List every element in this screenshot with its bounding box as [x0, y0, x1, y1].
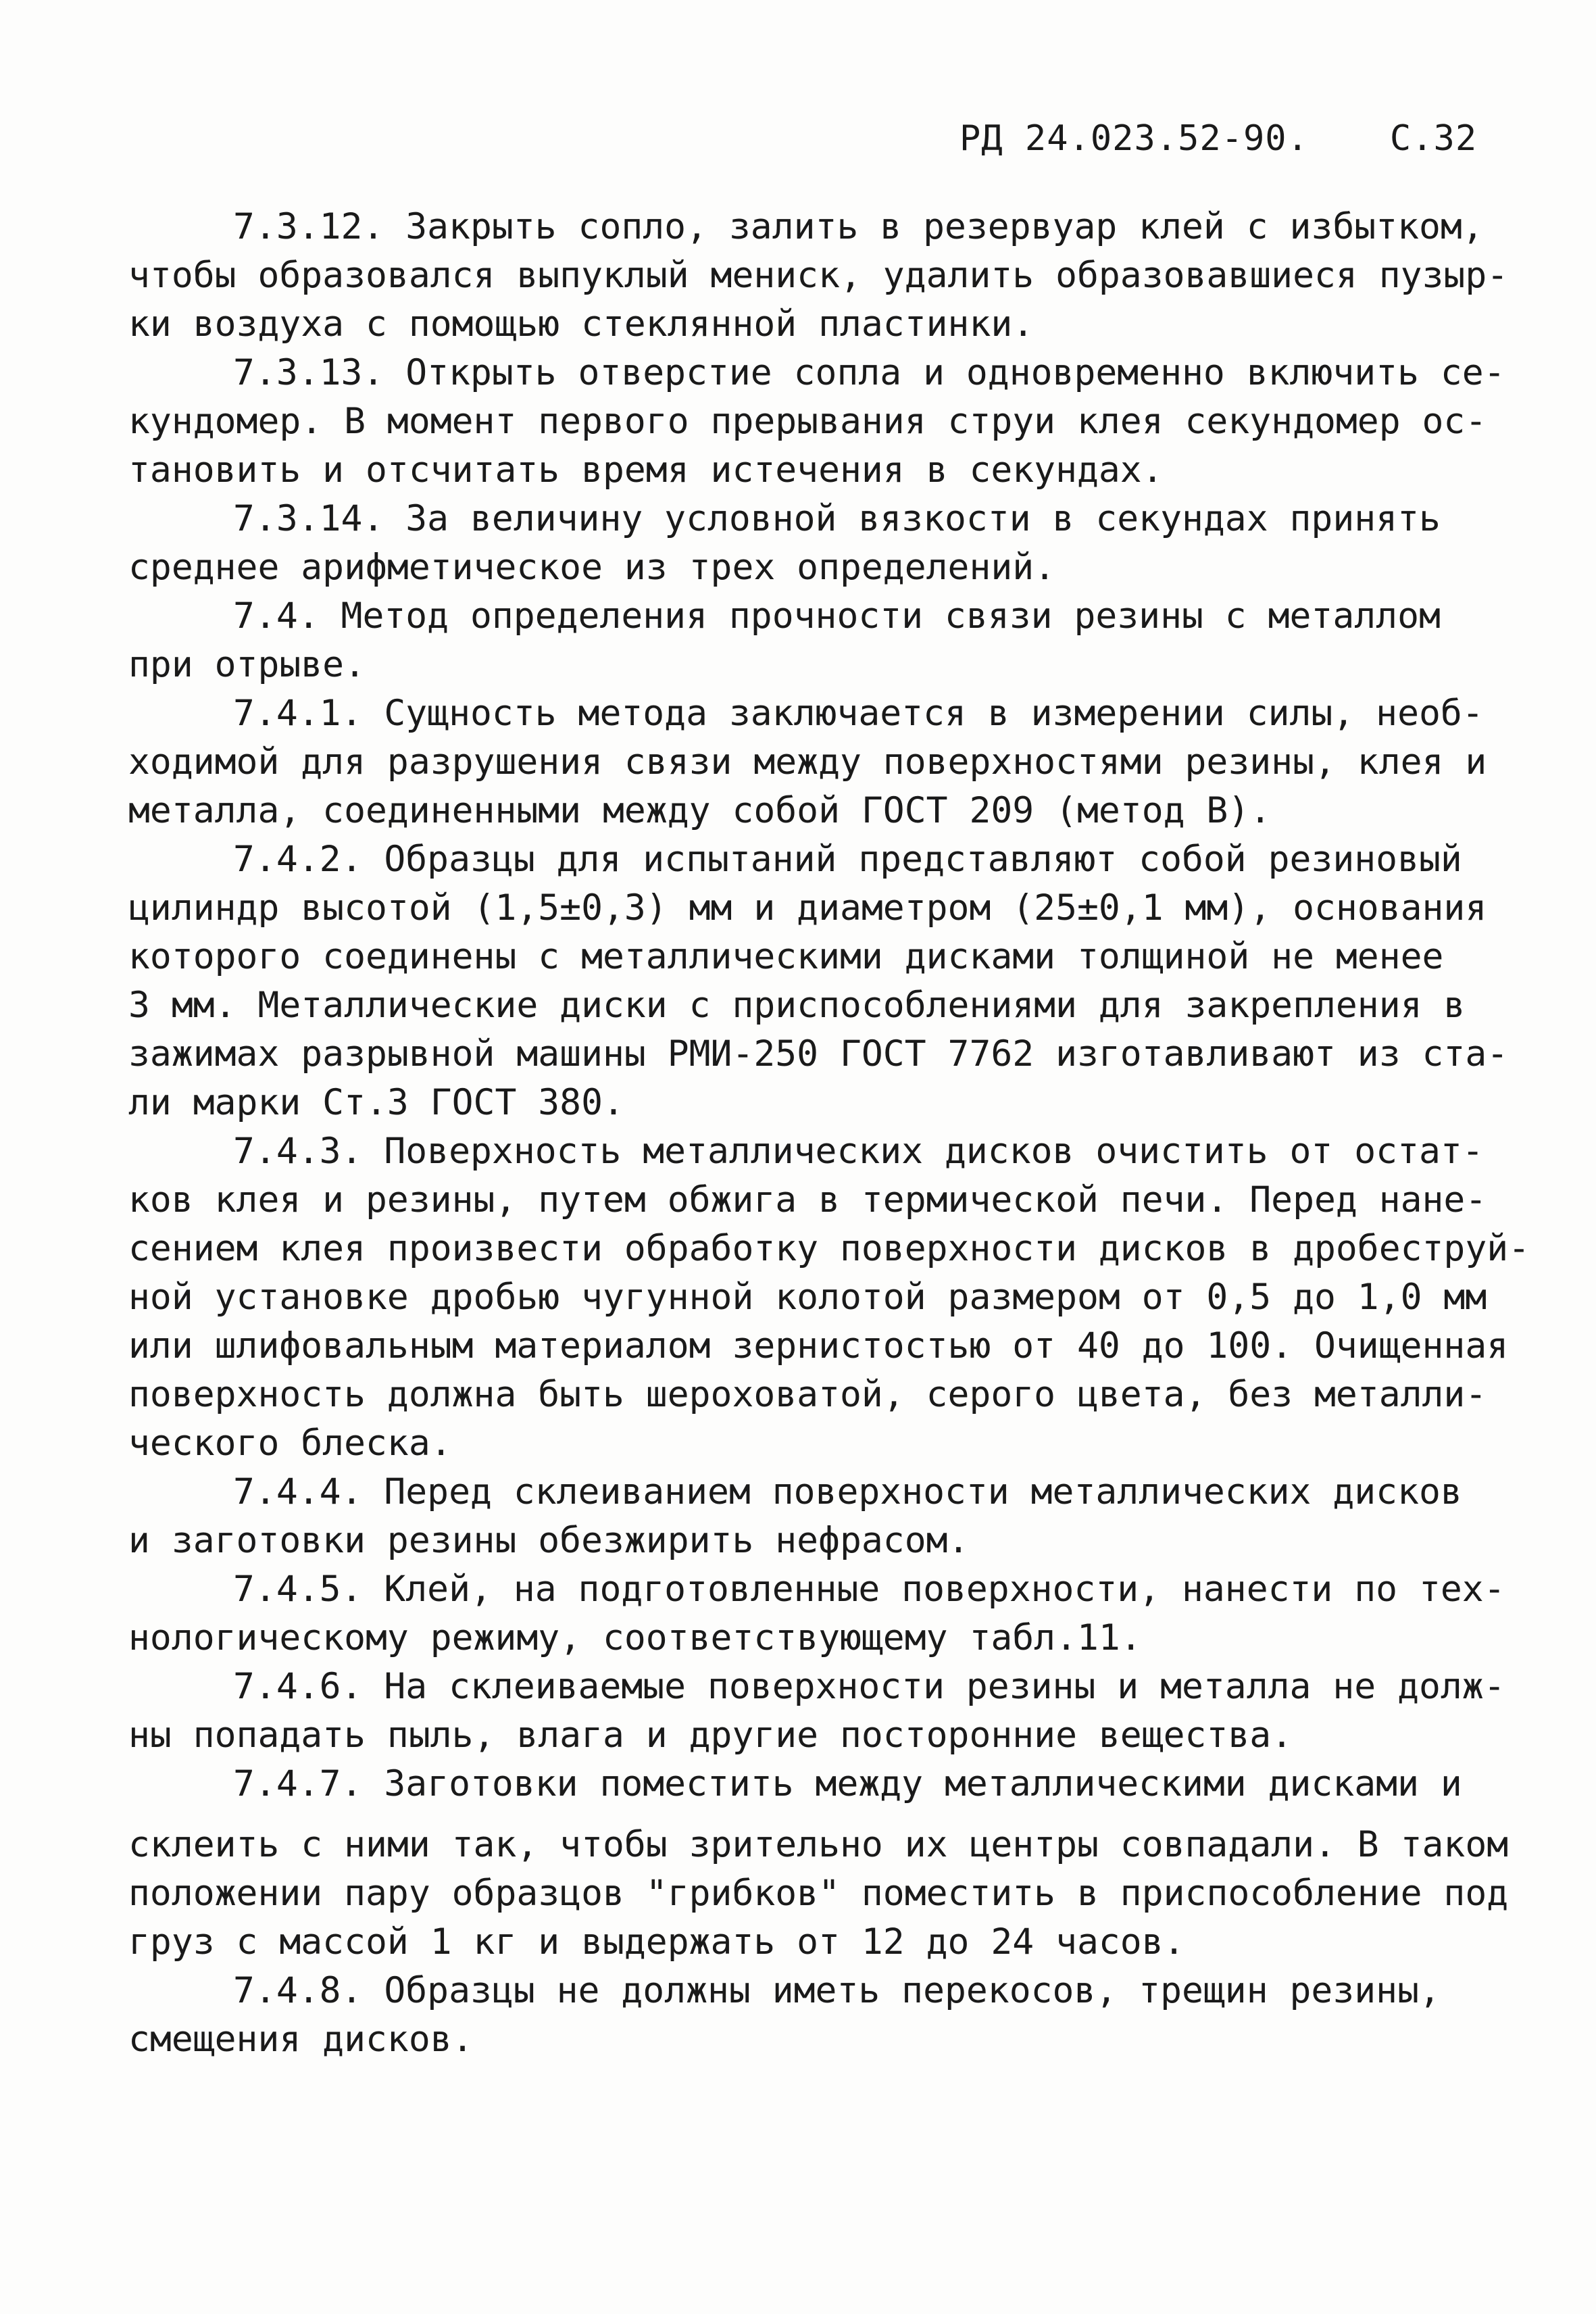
text-line: цилиндр высотой (1,5±0,3) мм и диаметром (25±0,1 мм), основания — [128, 887, 1487, 929]
text-line: смещения дисков. — [128, 2019, 474, 2060]
text-line: 7.4.5. Клей, на подготовленные поверхности, нанести по тех- — [233, 1569, 1505, 1610]
page-number: С.32 — [1389, 118, 1478, 159]
text-line: тановить и отсчитать время истечения в секундах. — [128, 449, 1164, 491]
text-line: ходимой для разрушения связи между поверхностями резины, клея и — [128, 741, 1487, 783]
paragraph-7-4-3 — [128, 1127, 1530, 1468]
text-line: 7.4.8. Образцы не должны иметь перекосов, трещин резины, — [233, 1970, 1441, 2011]
text-line: 7.3.14. За величину условной вязкости в секундах принять — [233, 498, 1441, 539]
section-heading-7-4 — [128, 592, 1493, 689]
paragraph-7-4-8 — [128, 1967, 1493, 2064]
text-line: которого соединены с металлическими дисками толщиной не менее — [128, 936, 1444, 977]
text-line: металла, соединенными между собой ГОСТ 209 (метод В). — [128, 790, 1272, 831]
paragraph-7-3-13 — [128, 349, 1505, 495]
page-header — [959, 118, 1477, 159]
text-line: 7.4.4. Перед склеиванием поверхности металлических дисков — [233, 1471, 1462, 1512]
paragraph-7-4-4 — [128, 1468, 1493, 1565]
text-line: ны попадать пыль, влага и другие посторонние вещества. — [128, 1715, 1293, 1756]
text-line: 7.3.13. Открыть отверстие сопла и одновременно включить се- — [233, 352, 1505, 393]
text-line: 3 мм. Металлические диски с приспособлениями для закрепления в — [128, 985, 1466, 1026]
document-body — [128, 203, 1530, 2064]
text-line: ков клея и резины, путем обжига в термической печи. Перед нане- — [128, 1179, 1487, 1221]
text-line: 7.4.6. На склеиваемые поверхности резины и металла не долж- — [233, 1666, 1505, 1707]
text-line: зажимах разрывной машины РМИ-250 ГОСТ 7762 изготавливают из ста- — [128, 1033, 1509, 1075]
text-line: 7.4.1. Сущность метода заключается в измерении силы, необ- — [233, 693, 1484, 734]
line-gap — [128, 1808, 1493, 1821]
text-line: среднее арифметическое из трех определений. — [128, 547, 1056, 588]
text-line: ли марки Ст.3 ГОСТ 380. — [128, 1082, 624, 1123]
text-line: нологическому режиму, соответствующему табл.11. — [128, 1617, 1142, 1658]
text-line: положении пару образцов "грибков" поместить в приспособление под — [128, 1873, 1509, 1914]
text-line: или шлифовальным материалом зернистостью от 40 до 100. Очищенная — [128, 1325, 1509, 1367]
text-line: кундомер. В момент первого прерывания струи клея секундомер ос- — [128, 401, 1487, 442]
document-number: РД 24.023.52-90. — [959, 118, 1309, 159]
text-line: 7.4.2. Образцы для испытаний представляют собой резиновый — [233, 839, 1462, 880]
text-line: поверхность должна быть шероховатой, серого цвета, без металли- — [128, 1374, 1487, 1415]
text-line: сением клея произвести обработку поверхности дисков в дробеструй- — [128, 1228, 1530, 1269]
text-line: чтобы образовался выпуклый мениск, удалить образовавшиеся пузыр- — [128, 255, 1509, 296]
text-line: ческого блеска. — [128, 1423, 452, 1464]
paragraph-7-3-14 — [128, 495, 1493, 592]
text-line: 7.4.7. Заготовки поместить между металлическими дисками и — [233, 1763, 1462, 1804]
paragraph-7-4-6 — [128, 1663, 1505, 1760]
paragraph-7-4-7 — [128, 1760, 1509, 1967]
paragraph-7-4-1 — [128, 689, 1493, 835]
paragraph-7-4-5 — [128, 1565, 1505, 1663]
paragraph-7-4-2 — [128, 835, 1509, 1127]
text-line: 7.3.12. Закрыть сопло, залить в резервуар клей с избытком, — [233, 206, 1484, 247]
text-line: при отрыве. — [128, 644, 366, 685]
text-line: 7.4.3. Поверхность металлических дисков очистить от остат- — [233, 1131, 1484, 1172]
text-line: ной установке дробью чугунной колотой размером от 0,5 до 1,0 мм — [128, 1277, 1487, 1318]
text-line: 7.4. Метод определения прочности связи резины с металлом — [233, 595, 1441, 637]
text-line: груз с массой 1 кг и выдержать от 12 до 24 часов. — [128, 1921, 1185, 1963]
text-line: и заготовки резины обезжирить нефрасом. — [128, 1520, 970, 1561]
paragraph-7-3-12 — [128, 203, 1509, 349]
text-line: ки воздуха с помощью стеклянной пластинки. — [128, 303, 1034, 345]
text-line: склеить с ними так, чтобы зрительно их центры совпадали. В таком — [128, 1824, 1509, 1865]
